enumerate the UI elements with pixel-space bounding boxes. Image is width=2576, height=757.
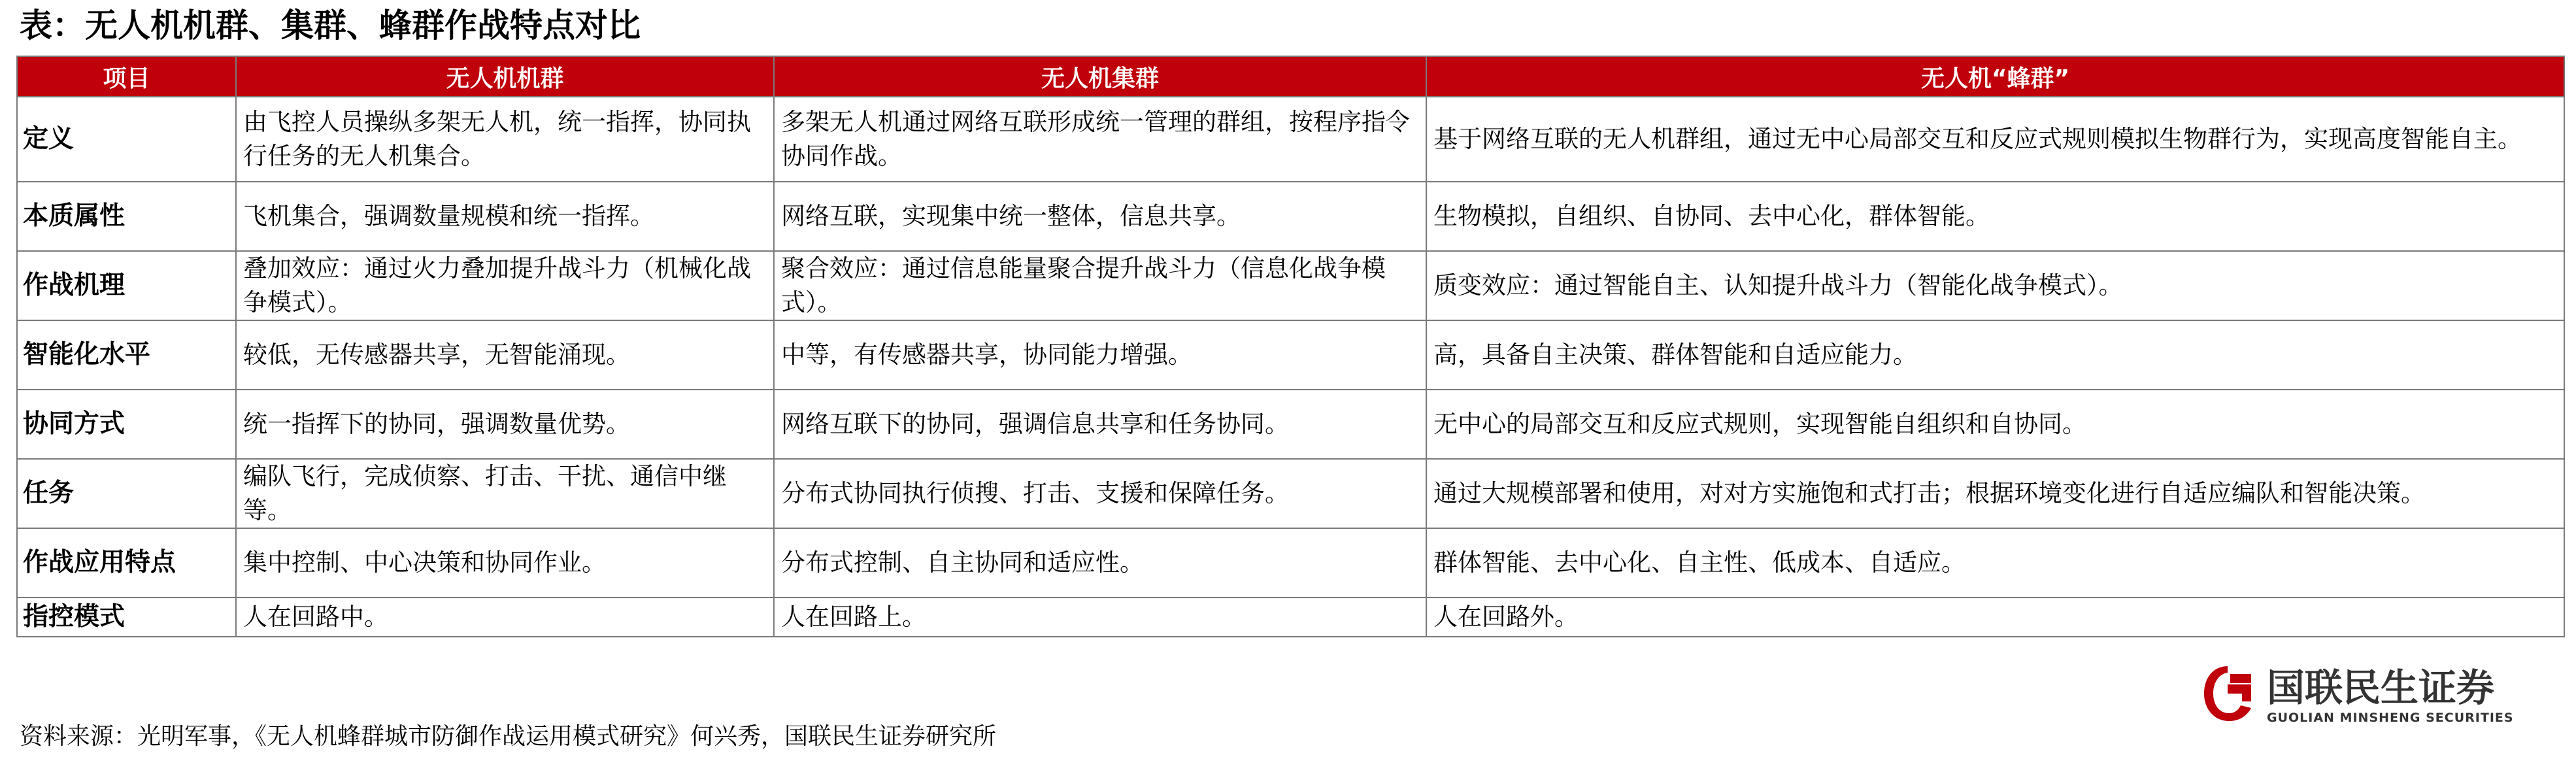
- table-row: [17, 390, 2564, 459]
- row-item-label: 作战机理: [17, 251, 236, 320]
- cell-cluster: 中等，有传感器共享，协同能力增强。: [774, 320, 1426, 390]
- table-row: [17, 251, 2564, 320]
- comparison-table: [16, 56, 2565, 637]
- row-item-label: 作战应用特点: [17, 528, 236, 597]
- cell-bee-swarm: 基于网络互联的无人机群组，通过无中心局部交互和反应式规则模拟生物群行为，实现高度智能自主。: [1426, 97, 2564, 182]
- cell-swarm-group: 统一指挥下的协同，强调数量优势。: [236, 390, 774, 459]
- cell-swarm-group: 集中控制、中心决策和协同作业。: [236, 528, 774, 597]
- cell-swarm-group: 编队飞行，完成侦察、打击、干扰、通信中继等。: [236, 459, 774, 528]
- table-title: 表：无人机机群、集群、蜂群作战特点对比: [20, 7, 641, 44]
- row-item-label: 任务: [17, 459, 236, 528]
- cell-swarm-group: 较低，无传感器共享，无智能涌现。: [236, 320, 774, 390]
- logo-mark-icon: [2201, 665, 2254, 722]
- comparison-table-container: [16, 56, 2564, 637]
- table-header-row: [17, 56, 2564, 97]
- cell-cluster: 人在回路上。: [774, 597, 1426, 637]
- cell-swarm-group: 飞机集合，强调数量规模和统一指挥。: [236, 182, 774, 251]
- cell-cluster: 聚合效应：通过信息能量聚合提升战斗力（信息化战争模式）。: [774, 251, 1426, 320]
- header-item: 项目: [17, 56, 236, 97]
- table-row: [17, 320, 2564, 390]
- cell-cluster: 网络互联，实现集中统一整体，信息共享。: [774, 182, 1426, 251]
- logo-name-cn: 国联民生证券: [2267, 665, 2495, 710]
- cell-bee-swarm: 人在回路外。: [1426, 597, 2564, 637]
- cell-swarm-group: 由飞控人员操纵多架无人机，统一指挥，协同执行任务的无人机集合。: [236, 97, 774, 182]
- cell-cluster: 分布式控制、自主协同和适应性。: [774, 528, 1426, 597]
- logo-name-en: GUOLIAN MINSHENG SECURITIES: [2267, 711, 2514, 725]
- cell-swarm-group: 人在回路中。: [236, 597, 774, 637]
- cell-bee-swarm: 群体智能、去中心化、自主性、低成本、自适应。: [1426, 528, 2564, 597]
- table-row: [17, 182, 2564, 251]
- cell-bee-swarm: 质变效应：通过智能自主、认知提升战斗力（智能化战争模式）。: [1426, 251, 2564, 320]
- row-item-label: 定义: [17, 97, 236, 182]
- row-item-label: 智能化水平: [17, 320, 236, 390]
- row-item-label: 协同方式: [17, 390, 236, 459]
- table-row: [17, 597, 2564, 637]
- cell-bee-swarm: 通过大规模部署和使用，对对方实施饱和式打击；根据环境变化进行自适应编队和智能决策。: [1426, 459, 2564, 528]
- cell-swarm-group: 叠加效应：通过火力叠加提升战斗力（机械化战争模式）。: [236, 251, 774, 320]
- row-item-label: 本质属性: [17, 182, 236, 251]
- cell-cluster: 多架无人机通过网络互联形成统一管理的群组，按程序指令协同作战。: [774, 97, 1426, 182]
- table-row: [17, 528, 2564, 597]
- cell-bee-swarm: 高，具备自主决策、群体智能和自适应能力。: [1426, 320, 2564, 390]
- table-row: [17, 459, 2564, 528]
- cell-bee-swarm: 生物模拟，自组织、自协同、去中心化，群体智能。: [1426, 182, 2564, 251]
- cell-cluster: 网络互联下的协同，强调信息共享和任务协同。: [774, 390, 1426, 459]
- header-cluster: 无人机集群: [774, 56, 1426, 97]
- header-swarm-group: 无人机机群: [236, 56, 774, 97]
- table-row: [17, 97, 2564, 182]
- source-note: 资料来源：光明军事，《无人机蜂群城市防御作战运用模式研究》何兴秀，国联民生证券研究所: [20, 723, 997, 750]
- cell-cluster: 分布式协同执行侦搜、打击、支援和保障任务。: [774, 459, 1426, 528]
- row-item-label: 指控模式: [17, 597, 236, 637]
- company-logo: [2201, 665, 2568, 730]
- cell-bee-swarm: 无中心的局部交互和反应式规则，实现智能自组织和自协同。: [1426, 390, 2564, 459]
- header-bee-swarm: 无人机“蜂群”: [1426, 56, 2564, 97]
